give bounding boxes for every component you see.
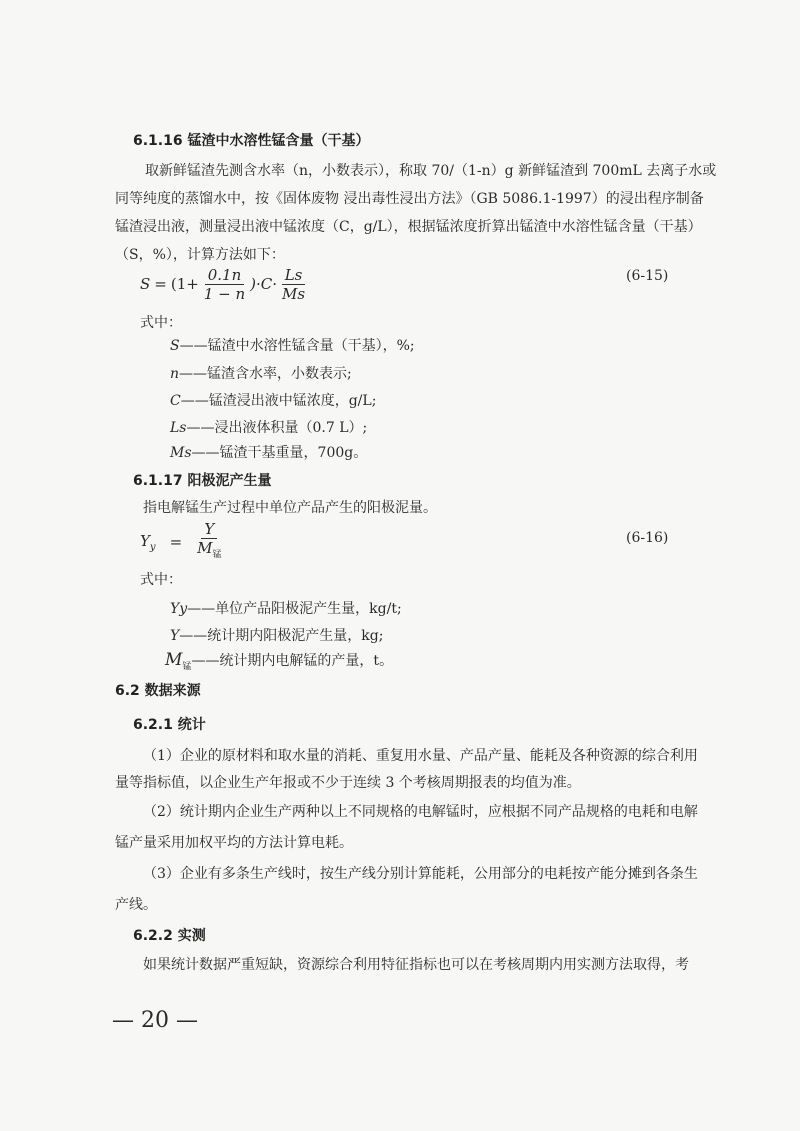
- formula-fraction: [194, 520, 224, 564]
- list-item-line: 量等指标值，以企业生产年报或不少于连续 3 个考核周期报表的均值为准。: [115, 775, 581, 791]
- list-item-line: 锰产量采用加权平均的方法计算电耗。: [115, 835, 353, 851]
- fraction-numerator: Y: [201, 520, 217, 539]
- definition-row: Y——统计期内阳极泥产生量，kg;: [170, 628, 384, 644]
- definition-row: C——锰渣浸出液中锰浓度，g/L;: [170, 393, 377, 409]
- section-heading-6-1-16: 6.1.16 锰渣中水溶性锰含量（干基）: [133, 133, 370, 149]
- paragraph: 如果统计数据严重短缺，资源综合利用特征指标也可以在考核周期内用实测方法取得，考: [143, 957, 689, 973]
- fraction-numerator: Ls: [282, 266, 306, 285]
- equation-number: (6-15): [626, 268, 669, 284]
- formula-lhs: S: [140, 275, 151, 293]
- fraction-denominator: $M_锰$: [197, 539, 222, 560]
- formula-fraction-2: [279, 266, 308, 303]
- formula-6-16: [140, 520, 227, 564]
- list-item-line: 产线。: [115, 897, 157, 913]
- definition-row: $M_锰——$统计期内电解锰的产量，t。: [165, 650, 394, 672]
- definition-row: Yy——单位产品阳极泥产生量，kg/t;: [170, 601, 402, 617]
- formula-open: (1+: [170, 275, 199, 293]
- list-item-line: （3）企业有多条生产线时，按生产线分别计算能耗，公用部分的电耗按产能分摊到各条生: [143, 866, 698, 882]
- list-item-line: （1）企业的原材料和取水量的消耗、重复用水量、产品产量、能耗及各种资源的综合利用: [143, 748, 698, 764]
- fraction-denominator: 1 − n: [203, 284, 246, 303]
- definition-row: Ms——锰渣干基重量，700g。: [170, 445, 368, 461]
- formula-mid: )·C·: [250, 275, 278, 293]
- formula-lhs: $Y_y$: [140, 531, 156, 553]
- fraction-numerator: 0.1n: [205, 266, 245, 285]
- where-label: 式中：: [140, 572, 182, 588]
- paragraph-line: 取新鲜锰渣先测含水率（n，小数表示），称取 70/（1-n）g 新鲜锰渣到 700mL 去离子水或: [145, 163, 717, 179]
- equation-number: (6-16): [626, 530, 669, 546]
- list-item-line: （2）统计期内企业生产两种以上不同规格的电解锰时，应根据不同产品规格的电耗和电解: [143, 804, 698, 820]
- section-heading-6-2-2: 6.2.2 实测: [133, 928, 206, 944]
- formula-fraction-1: [201, 266, 248, 303]
- section-heading-6-1-17: 6.1.17 阳极泥产生量: [133, 473, 272, 489]
- where-label: 式中：: [140, 315, 182, 331]
- paragraph-line: 锰渣浸出液，测量浸出液中锰浓度（C，g/L），根据锰浓度折算出锰渣中水溶性锰含量（干基）: [115, 219, 702, 235]
- section-heading-6-2-1: 6.2.1 统计: [133, 717, 206, 733]
- formula-equals: =: [154, 275, 167, 293]
- page-number: — 20 —: [112, 1008, 198, 1033]
- definition-row: Ls——浸出液体积量（0.7 L）;: [170, 420, 368, 436]
- fraction-denominator: Ms: [282, 284, 306, 303]
- definition-row: S——锰渣中水溶性锰含量（干基），%;: [170, 338, 415, 354]
- formula-6-15: [140, 262, 310, 306]
- paragraph-line: 同等纯度的蒸馏水中，按《固体废物 浸出毒性浸出方法》（GB 5086.1-1997）的浸出程序制备: [115, 191, 704, 207]
- section-heading-6-2: 6.2 数据来源: [115, 683, 201, 699]
- definition-row: n——锰渣含水率，小数表示;: [170, 366, 352, 382]
- formula-equals: =: [169, 533, 183, 551]
- paragraph: 指电解锰生产过程中单位产品产生的阳极泥量。: [143, 500, 437, 516]
- paragraph-line: （S，%），计算方法如下：: [115, 247, 285, 263]
